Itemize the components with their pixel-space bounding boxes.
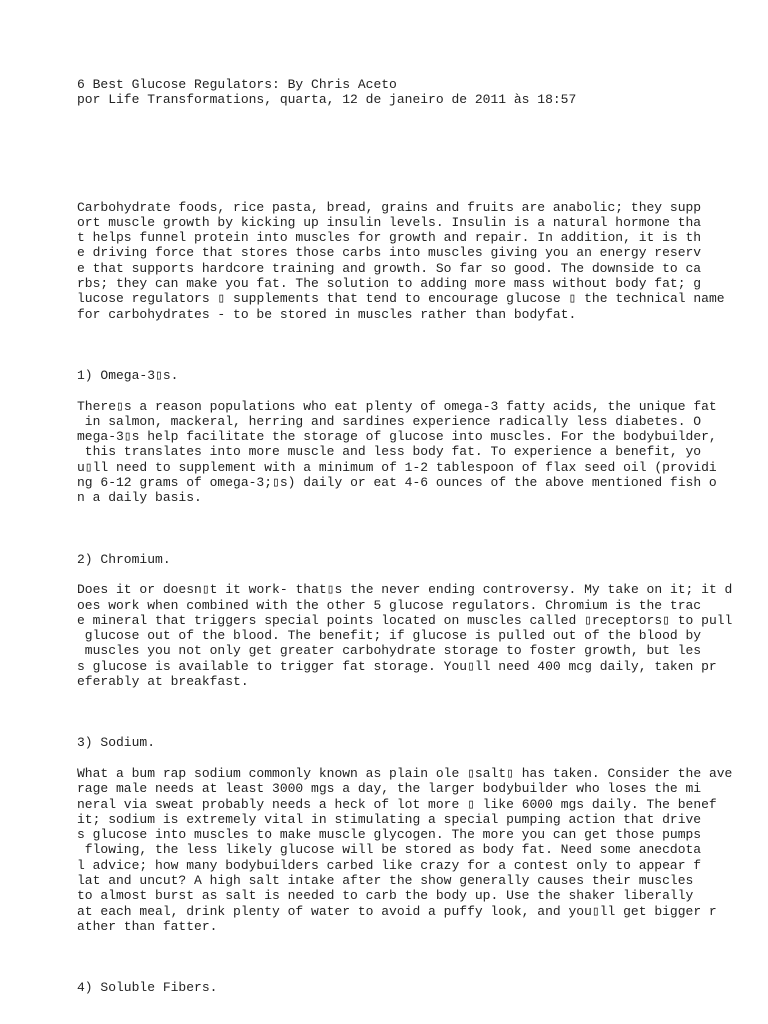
text-line: Does it or doesn▯t it work- that▯s the never ending controversy. My take on it; it d <box>77 582 733 598</box>
text-line: muscles you not only get greater carbohydrate storage to foster growth, but les <box>77 643 702 659</box>
intro-paragraph <box>77 200 757 322</box>
text-line: in salmon, mackeral, herring and sardines experience radically less diabetes. O <box>77 413 702 429</box>
text-line: this translates into more muscle and less body fat. To experience a benefit, yo <box>77 444 702 460</box>
document-title: 6 Best Glucose Regulators: By Chris Aceto <box>77 77 397 92</box>
section-paragraph <box>77 399 757 506</box>
text-line: ort muscle growth by kicking up insulin levels. Insulin is a natural hormone tha <box>77 214 702 230</box>
text-line: it; sodium is extremely vital in stimulating a special pumping action that drive <box>77 811 702 827</box>
section-paragraph <box>77 582 757 689</box>
text-line: at each meal, drink plenty of water to avoid a puffy look, and you▯ll get bigger r <box>77 903 717 919</box>
text-line: e that supports hardcore training and growth. So far so good. The downside to ca <box>77 260 702 276</box>
text-line: s glucose is available to trigger fat storage. You▯ll need 400 mcg daily, taken pr <box>77 658 717 674</box>
text-line: lat and uncut? A high salt intake after the show generally causes their muscles <box>77 872 694 888</box>
spacer <box>77 108 757 200</box>
spacer <box>77 751 757 766</box>
text-line: What a bum rap sodium commonly known as plain ole ▯salt▯ has taken. Consider the ave <box>77 765 733 781</box>
text-line: ng 6-12 grams of omega-3;▯s) daily or eat 4-6 ounces of the above mentioned fish o <box>77 475 717 491</box>
section-heading: 2) Chromium. <box>77 551 171 567</box>
text-line: e mineral that triggers special points located on muscles called ▯receptors▯ to pull <box>77 612 733 628</box>
text-line: rbs; they can make you fat. The solution to adding more mass without body fat; g <box>77 276 702 292</box>
spacer <box>77 383 757 398</box>
document-byline: por Life Transformations, quarta, 12 de janeiro de 2011 às 18:57 <box>77 92 577 108</box>
text-line: l advice; how many bodybuilders carbed like crazy for a contest only to appear f <box>77 857 702 873</box>
section-heading: 3) Sodium. <box>77 735 156 751</box>
text-line: for carbohydrates - to be stored in muscles rather than bodyfat. <box>77 306 577 322</box>
text-line: neral via sweat probably needs a heck of lot more ▯ like 6000 mgs daily. The benef <box>77 796 717 812</box>
text-line: mega-3▯s help facilitate the storage of glucose into muscles. For the bodybuilder, <box>77 429 717 445</box>
text-line: ather than fatter. <box>77 918 218 934</box>
section-heading: 4) Soluble Fibers. <box>77 980 218 996</box>
spacer <box>77 322 757 368</box>
text-line: flowing, the less likely glucose will be stored as body fat. Need some anecdota <box>77 842 702 858</box>
text-line: oes work when combined with the other 5 glucose regulators. Chromium is the trac <box>77 597 702 613</box>
text-line: e driving force that stores those carbs into muscles giving you an energy reserv <box>77 245 702 261</box>
text-line: s glucose into muscles to make muscle glycogen. The more you can get those pumps <box>77 827 702 843</box>
text-line: There▯s a reason populations who eat plenty of omega-3 fatty acids, the unique fat <box>77 398 717 414</box>
spacer <box>77 506 757 552</box>
text-line: n a daily basis. <box>77 490 202 506</box>
spacer <box>77 934 757 980</box>
section-paragraph <box>77 766 757 934</box>
text-line: t helps funnel protein into muscles for growth and repair. In addition, it is th <box>77 230 702 246</box>
text-line: glucose out of the blood. The benefit; if glucose is pulled out of the blood by <box>77 628 702 644</box>
spacer <box>77 689 757 735</box>
text-line: lucose regulators ▯ supplements that tend to encourage glucose ▯ the technical name <box>77 291 725 307</box>
text-line: u▯ll need to supplement with a minimum of 1-2 tablespoon of flax seed oil (providi <box>77 459 717 475</box>
text-line: eferably at breakfast. <box>77 674 249 690</box>
text-line: to almost burst as salt is needed to carb the body up. Use the shaker liberally <box>77 888 694 904</box>
spacer <box>77 567 757 582</box>
text-line: rage male needs at least 3000 mgs a day, the larger bodybuilder who loses the mi <box>77 781 702 797</box>
document-page <box>77 77 757 995</box>
text-line: Carbohydrate foods, rice pasta, bread, grains and fruits are anabolic; they supp <box>77 199 702 215</box>
section-heading: 1) Omega-3▯s. <box>77 367 179 383</box>
